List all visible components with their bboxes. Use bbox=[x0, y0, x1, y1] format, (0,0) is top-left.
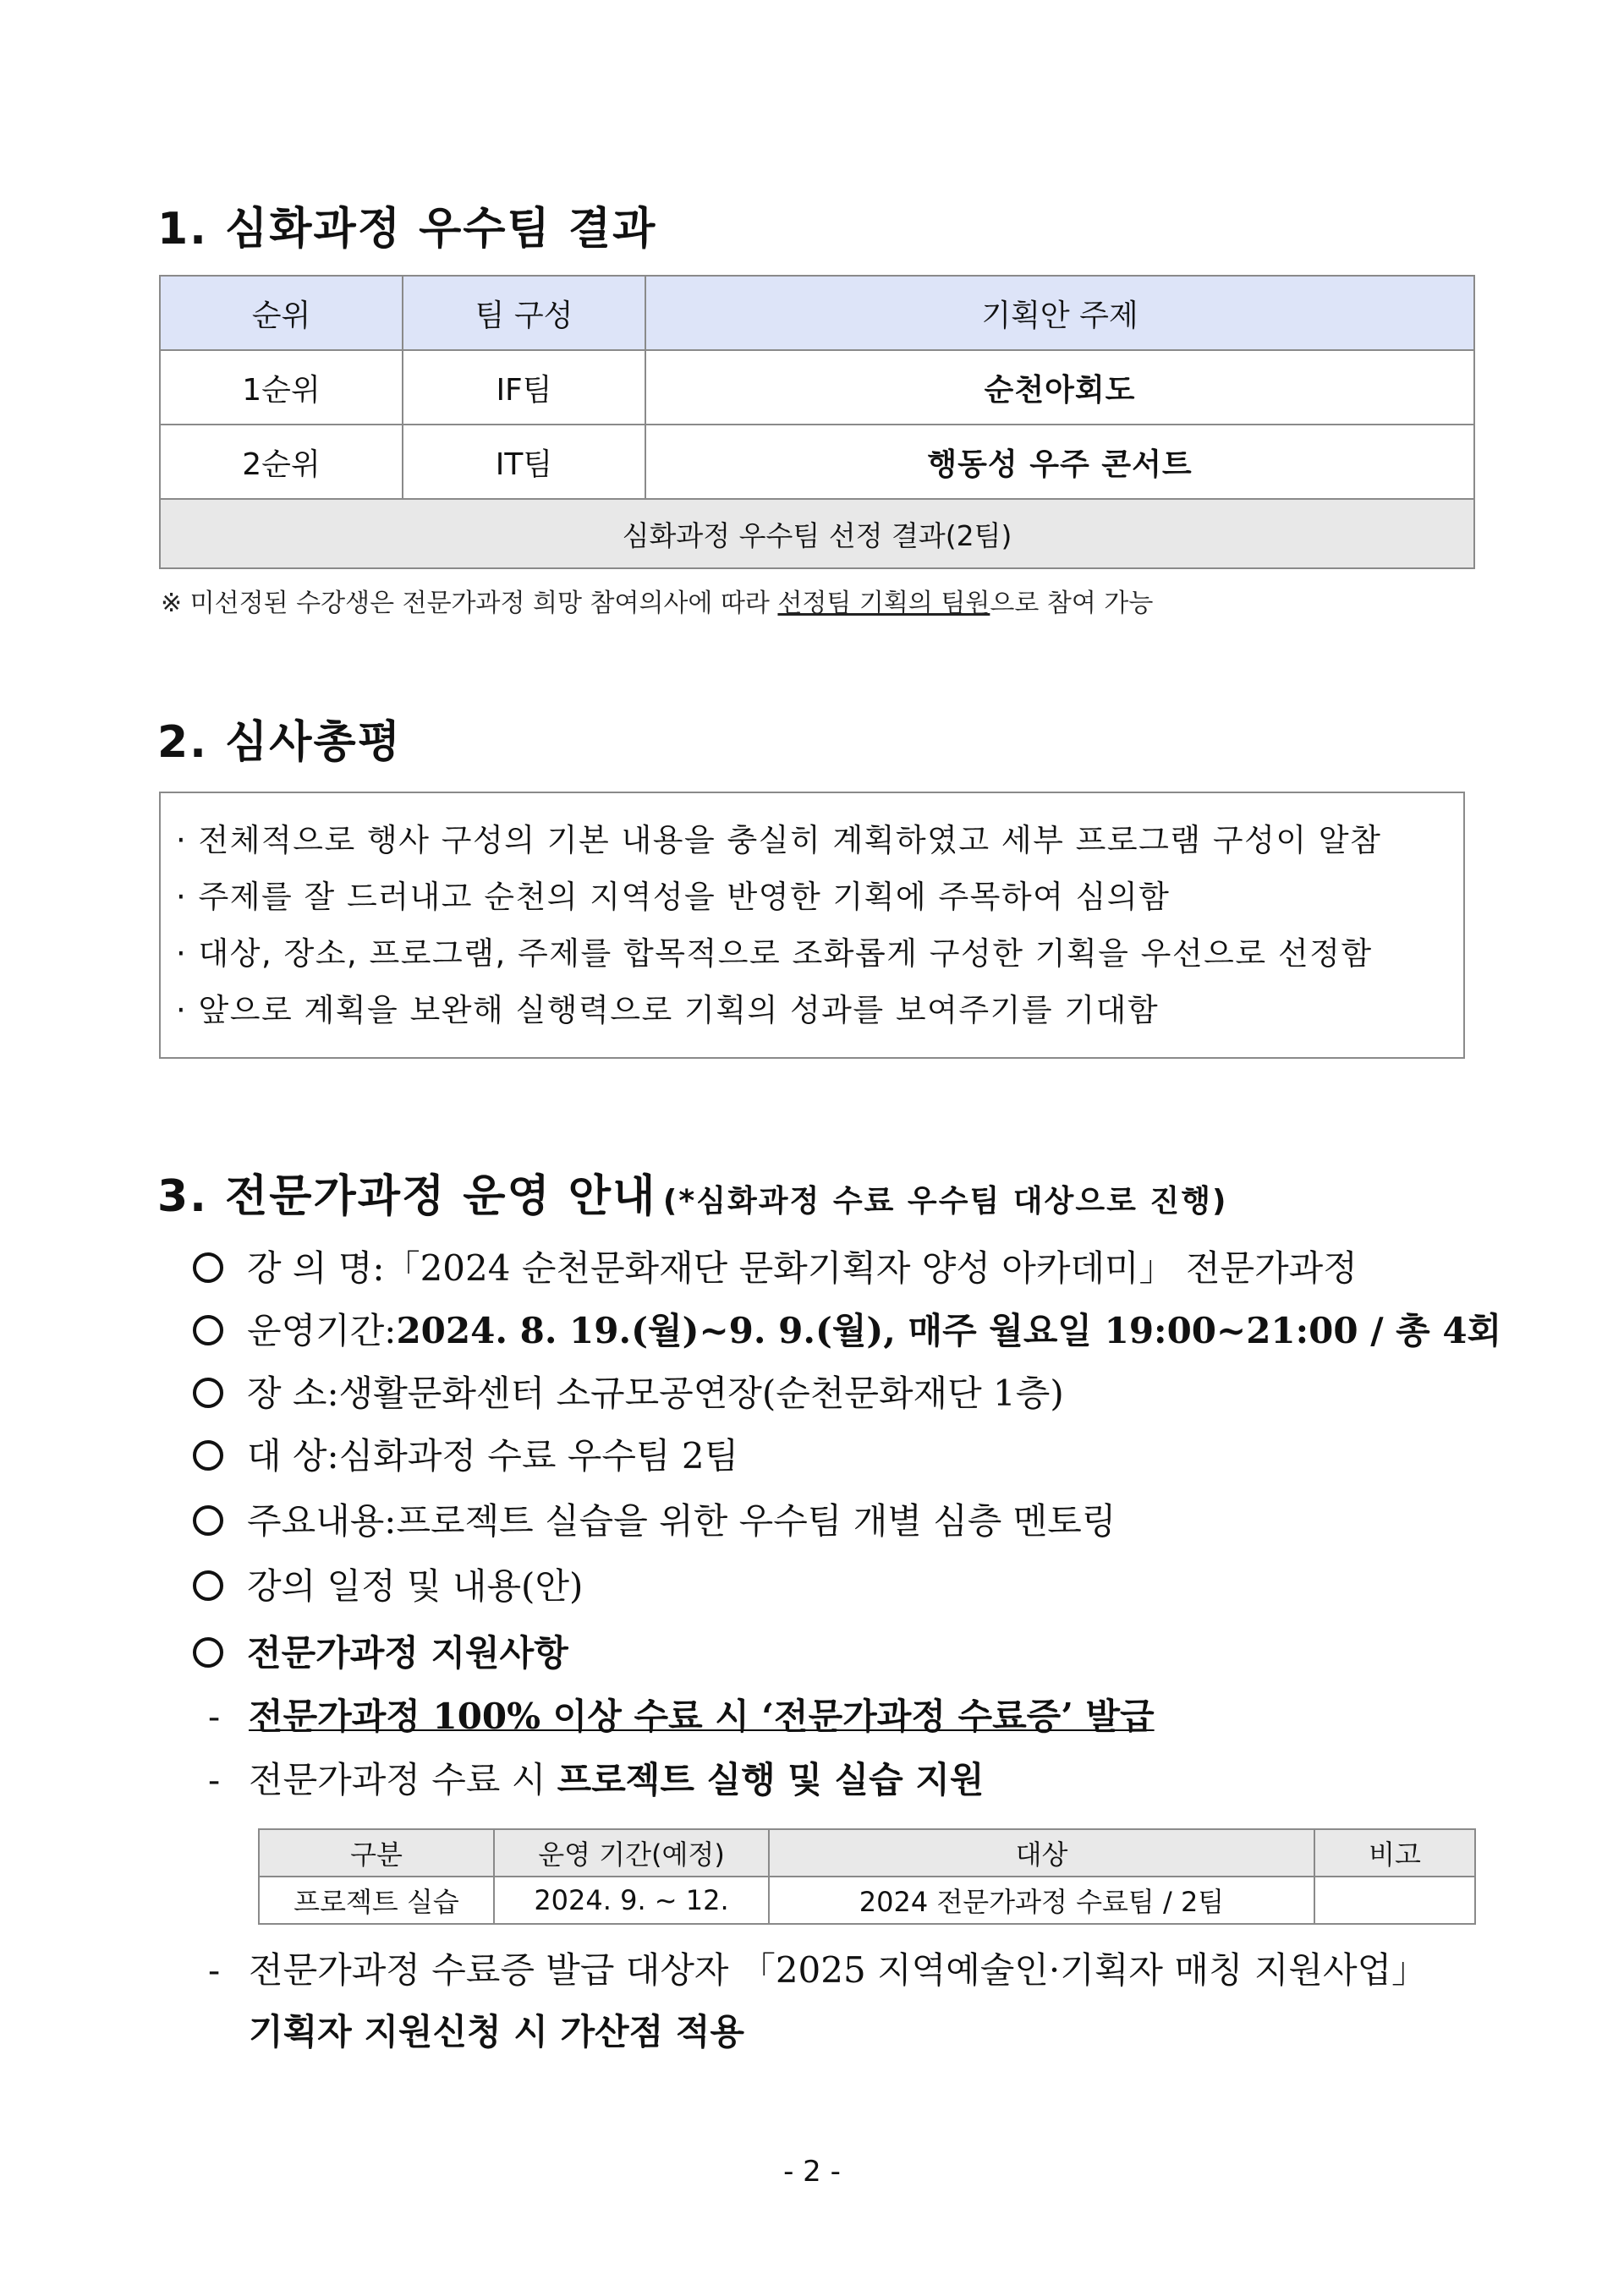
circle-bullet-icon bbox=[193, 1440, 223, 1471]
header-remarks: 비고 bbox=[1314, 1829, 1475, 1877]
bonus-line-2: 기획자 지원신청 시 가산점 적용 bbox=[249, 2011, 744, 2052]
section3-title-main: 3. 전문가과정 운영 안내 bbox=[157, 1171, 657, 1222]
best-team-table bbox=[159, 275, 1475, 569]
selection-note bbox=[161, 582, 1153, 619]
circle-bullet-icon bbox=[193, 1252, 223, 1283]
section1-title: 1. 심화과정 우수팀 결과 bbox=[157, 204, 657, 255]
review-line: · 대상, 장소, 프로그램, 주제를 합목적으로 조화롭게 구성한 기획을 우선으로 선정함 bbox=[176, 935, 1373, 972]
cell-topic: 행동성 우주 콘서트 bbox=[645, 425, 1474, 499]
cell-period: 2024. 9. ~ 12. bbox=[494, 1877, 769, 1924]
project-table bbox=[258, 1828, 1476, 1925]
section2-title: 2. 심사총평 bbox=[157, 717, 402, 768]
review-line: · 주제를 잘 드러내고 순천의 지역성을 반영한 기획에 주목하여 심의함 bbox=[176, 879, 1171, 915]
course-name-item: 강 의 명:「2024 순천문화재단 문화기획자 양성 아카데미」 전문가과정 bbox=[193, 1241, 1358, 1291]
schedule-item: 강의 일정 및 내용(안) bbox=[193, 1559, 583, 1609]
cell-remarks bbox=[1314, 1877, 1475, 1924]
review-box bbox=[159, 792, 1465, 1059]
place-item: 장 소:생활문화센터 소규모공연장(순천문화재단 1층) bbox=[193, 1366, 1064, 1417]
support-item: 전문가과정 지원사항 bbox=[193, 1625, 568, 1676]
cell-rank: 1순위 bbox=[160, 350, 403, 425]
target-item: 대 상:심화과정 수료 우수팀 2팀 bbox=[193, 1428, 738, 1479]
header-target: 대상 bbox=[769, 1829, 1314, 1877]
section3-subtitle: (*심화과정 수료 우수팀 대상으로 진행) bbox=[662, 1184, 1228, 1219]
period-item: 운영기간:2024. 8. 19.(월)~9. 9.(월), 매주 월요일 19:00~21:00 / 총 4회 bbox=[193, 1303, 1501, 1354]
circle-bullet-icon bbox=[193, 1378, 223, 1408]
cell-rank: 2순위 bbox=[160, 425, 403, 499]
header-category: 구분 bbox=[259, 1829, 494, 1877]
section3-title bbox=[157, 1160, 1227, 1224]
note-prefix: ※ 미선정된 수강생은 전문가과정 희망 참여의사에 따라 bbox=[161, 589, 778, 618]
header-team: 팀 구성 bbox=[403, 276, 645, 350]
table-row bbox=[259, 1877, 1475, 1924]
cell-team: IF팀 bbox=[403, 350, 645, 425]
content-item: 주요내용:프로젝트 실습을 위한 우수팀 개별 심층 멘토링 bbox=[193, 1493, 1116, 1544]
page-number: - 2 - bbox=[783, 2155, 841, 2189]
support-certificate: - 전문가과정 100% 이상 수료 시 ‘전문가과정 수료증’ 발급 bbox=[208, 1696, 1155, 1737]
support-project: - 전문가과정 수료 시 프로젝트 실행 및 실습 지원 bbox=[208, 1759, 985, 1800]
header-period: 운영 기간(예정) bbox=[494, 1829, 769, 1877]
header-rank: 순위 bbox=[160, 276, 403, 350]
review-line: · 앞으로 계획을 보완해 실행력으로 기획의 성과를 보여주기를 기대함 bbox=[176, 992, 1160, 1028]
table-row bbox=[160, 350, 1474, 425]
circle-bullet-icon bbox=[193, 1570, 223, 1601]
cell-category: 프로젝트 실습 bbox=[259, 1877, 494, 1924]
table-header-row bbox=[160, 276, 1474, 350]
note-suffix: 으로 참여 가능 bbox=[990, 589, 1154, 618]
cell-topic: 순천아회도 bbox=[645, 350, 1474, 425]
table-footer: 심화과정 우수팀 선정 결과(2팀) bbox=[160, 499, 1474, 568]
circle-bullet-icon bbox=[193, 1315, 223, 1345]
note-underlined: 선정팀 기획의 팀원 bbox=[777, 589, 990, 618]
cell-target: 2024 전문가과정 수료팀 / 2팀 bbox=[769, 1877, 1314, 1924]
header-topic: 기획안 주제 bbox=[645, 276, 1474, 350]
bonus-line-1: - 전문가과정 수료증 발급 대상자 「2025 지역예술인·기획자 매칭 지원사업」 bbox=[208, 1949, 1428, 1991]
circle-bullet-icon bbox=[193, 1637, 223, 1668]
review-line: · 전체적으로 행사 구성의 기본 내용을 충실히 계획하였고 세부 프로그램 구성이 알참 bbox=[176, 822, 1382, 858]
table-row bbox=[160, 425, 1474, 499]
table-header-row bbox=[259, 1829, 1475, 1877]
cell-team: IT팀 bbox=[403, 425, 645, 499]
table-footer-row bbox=[160, 499, 1474, 568]
circle-bullet-icon bbox=[193, 1505, 223, 1536]
